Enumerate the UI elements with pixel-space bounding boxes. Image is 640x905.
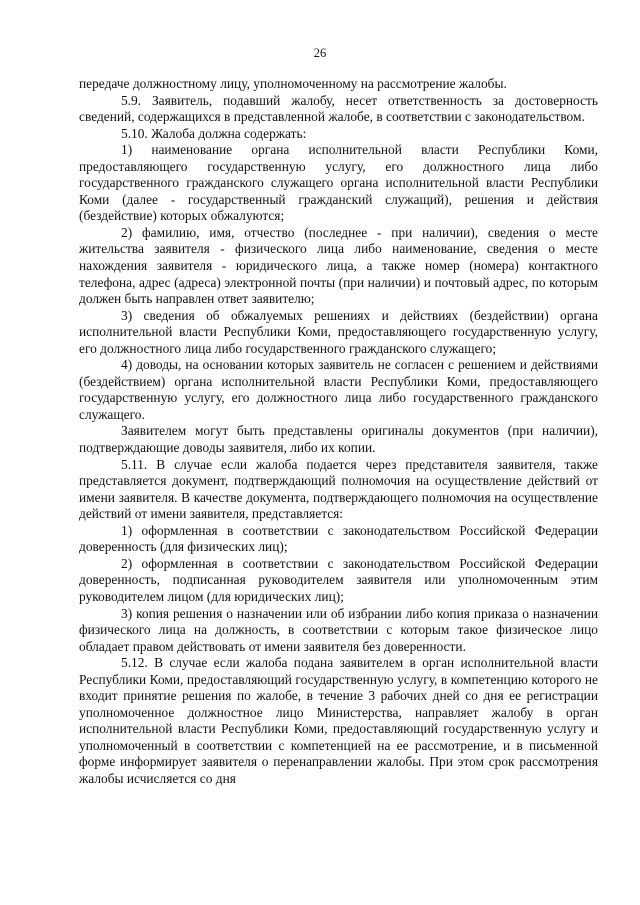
list-item-5-10-4: 4) доводы, на основании которых заявитель не согласен с решением и действиями (бездействием) органа исполнительной власти Республики Коми, предоставляющего государственную услугу, его должностного лица либо государственного гражданского служащего. bbox=[79, 357, 598, 422]
list-item-5-11-1: 1) оформленная в соответствии с законодательством Российской Федерации доверенность (для физических лиц); bbox=[79, 522, 598, 555]
page-number: 26 bbox=[313, 46, 327, 60]
document-body bbox=[79, 76, 598, 788]
paragraph-5-9: 5.9. Заявитель, подавший жалобу, несет ответственность за достоверность сведений, содержащихся в представленной жалобе, в соответствии с законодательством. bbox=[79, 92, 598, 125]
list-item-5-11-2: 2) оформленная в соответствии с законодательством Российской Федерации доверенность, подписанная руководителем заявителя или уполномоченным этим руководителем лицом (для юридических лиц); bbox=[79, 555, 598, 604]
paragraph-5-12: 5.12. В случае если жалоба подана заявителем в орган исполнительной власти Республики Коми, предоставляющий государственную услугу, в компетенцию которого не входит принятие решения по жалобе, в течение 3 рабочих дней со дня ее регистрации уполномоченное должностное лицо Министерства, направляет жалобу в орган исполнительной власти Республики Коми, предоставляющий государственную услугу и уполномоченный в соответствии с компетенцией на ее рассмотрение, и в письменной форме информирует заявителя о перенаправлении жалобы. При этом срок рассмотрения жалобы исчисляется со дня bbox=[79, 655, 598, 786]
paragraph-documents: Заявителем могут быть представлены оригиналы документов (при наличии), подтверждающие доводы заявителя, либо их копии. bbox=[79, 423, 598, 456]
paragraph-5-11: 5.11. В случае если жалоба подается через представителя заявителя, также представляется документ, подтверждающий полномочия на осуществление действий от имени заявителя. В качестве документа, подтверждающего полномочия на осуществление действий от имени заявителя, представляется: bbox=[79, 456, 598, 522]
paragraph-continuation: передаче должностному лицу, уполномоченному на рассмотрение жалобы. bbox=[79, 76, 507, 91]
list-item-5-10-2: 2) фамилию, имя, отчество (последнее - при наличии), сведения о месте жительства заявителя - физического лица либо наименование, сведения о месте нахождения заявителя - юридического лица, а также номер (номера) контактного телефона, адрес (адреса) электронной почты (при наличии) и почтовый адрес, по которым должен быть направлен ответ заявителю; bbox=[79, 224, 598, 307]
list-item-5-10-1: 1) наименование органа исполнительной власти Республики Коми, предоставляющего государственную услугу, его должностного лица либо государственного гражданского служащего органа исполнительной власти Республики Коми (далее - государственный гражданский служащий), решения и действия (бездействие) которых обжалуются; bbox=[79, 142, 598, 224]
paragraph-5-10: 5.10. Жалоба должна содержать: bbox=[121, 125, 307, 141]
list-item-5-11-3: 3) копия решения о назначении или об избрании либо копия приказа о назначении физического лица на должность, в соответствии с которым такое физическое лицо обладает правом действовать от имени заявителя без доверенности. bbox=[79, 605, 598, 654]
list-item-5-10-3: 3) сведения об обжалуемых решениях и действиях (бездействии) органа исполнительной власти Республики Коми, предоставляющего государственную услугу, его должностного лица либо государственного гражданского служащего; bbox=[79, 307, 598, 356]
